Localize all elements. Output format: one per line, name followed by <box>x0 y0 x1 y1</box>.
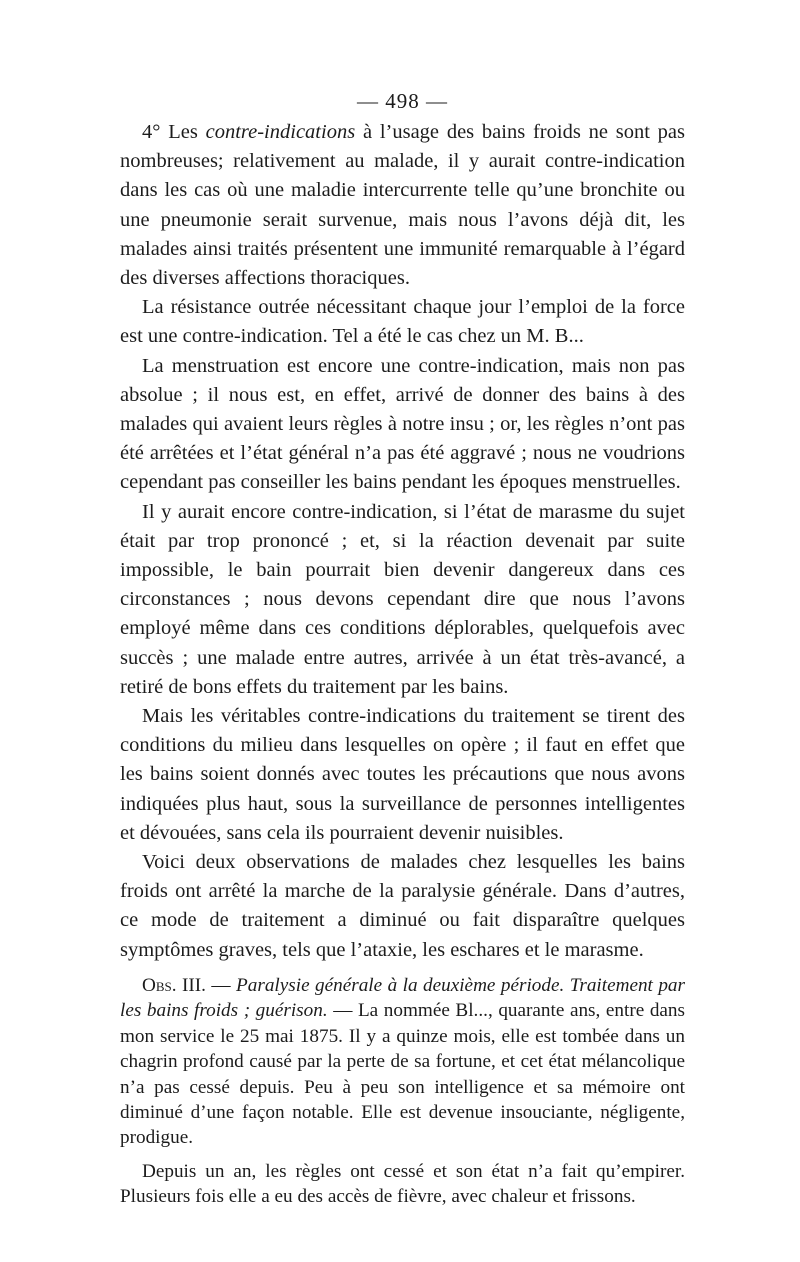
paragraph-text: à l’usage des bains froids ne sont pas nombreuses; relativement au malade, il y aurait contre-indication dans les cas où une maladie intercurrente telle qu’une bronchite ou une pneumonie serait survenue, mais nous l’avons déjà dit, les malades ainsi traités présentent une immunité remarquable à l’égard des diverses affections thoraciques. <box>120 121 686 290</box>
page <box>120 88 685 1210</box>
observation-block <box>120 973 685 1151</box>
paragraph-contre-indications <box>120 118 685 293</box>
paragraph-menstruation: La menstruation est encore une contre-indication, mais non pas absolue ; il nous est, en effet, arrivé de donner des bains à des malades qui avaient leurs règles à notre insu ; or, les règles n’ont pas été arrêtées et l’état général n’a pas été aggravé ; nous ne voudrions cependant pas conseiller les bains pendant les époques menstruelles. <box>120 354 685 494</box>
paragraph-prefix: 4° Les <box>142 121 206 143</box>
paragraph-resistance: La résistance outrée nécessitant chaque jour l’emploi de la force est une contre-indication. Tel a été le cas chez un M. B... <box>120 296 685 348</box>
paragraph-observations-intro: Voici deux observations de malades chez lesquelles les bains froids ont arrêté la marche de la paralysie générale. Dans d’autres, ce mode de traitement a diminué ou fait disparaître quelques symptômes graves, tels que l’ataxie, les eschares et le marasme. <box>120 851 685 961</box>
page-number: — 498 — <box>357 89 448 113</box>
observation-body: — La nommée Bl..., quarante ans, entre dans mon service le 25 mai 1875. Il y a quinze mois, elle est tombée dans un chagrin profond causé par la perte de sa fortune, et cet état mélancolique n’a pas cessé depuis. Peu à peu son intelligence et sa mémoire ont diminué d’une façon notable. Elle est devenue insouciante, négligente, prodigue. <box>120 1000 685 1149</box>
observation-label: Obs. III. <box>142 974 206 996</box>
observation-title: Paralysie générale à la deuxième période. Traitement par les bains froids ; guérison. <box>120 974 685 1022</box>
italic-term: contre-indications <box>205 121 356 143</box>
paragraph-milieu: Mais les véritables contre-indications du traitement se tirent des conditions du milieu dans lesquelles on opère ; il faut en effet que les bains soient donnés avec toutes les précautions que nous avons indiquées plus haut, sous la surveillance de personnes intelligentes et dévouées, sans cela ils pourraient devenir nuisibles. <box>120 705 685 844</box>
paragraph-marasme: Il y aurait encore contre-indication, si l’état de marasme du sujet était par trop prononcé ; et, si la réaction devenait par suite impossible, le bain pourrait bien devenir dangereux dans ces circonstances ; nous devons cependant dire que nous l’avons employé même dans ces conditions déplorables, quelquefois avec succès ; une malade entre autres, arrivée à un état très-avancé, a retiré de bons effets du traitement par les bains. <box>120 500 685 698</box>
observation-continuation: Depuis un an, les règles ont cessé et son état n’a fait qu’empirer. Plusieurs fois elle a eu des accès de fièvre, avec chaleur et frissons. <box>120 1160 685 1208</box>
observation-dash: — <box>205 974 237 996</box>
